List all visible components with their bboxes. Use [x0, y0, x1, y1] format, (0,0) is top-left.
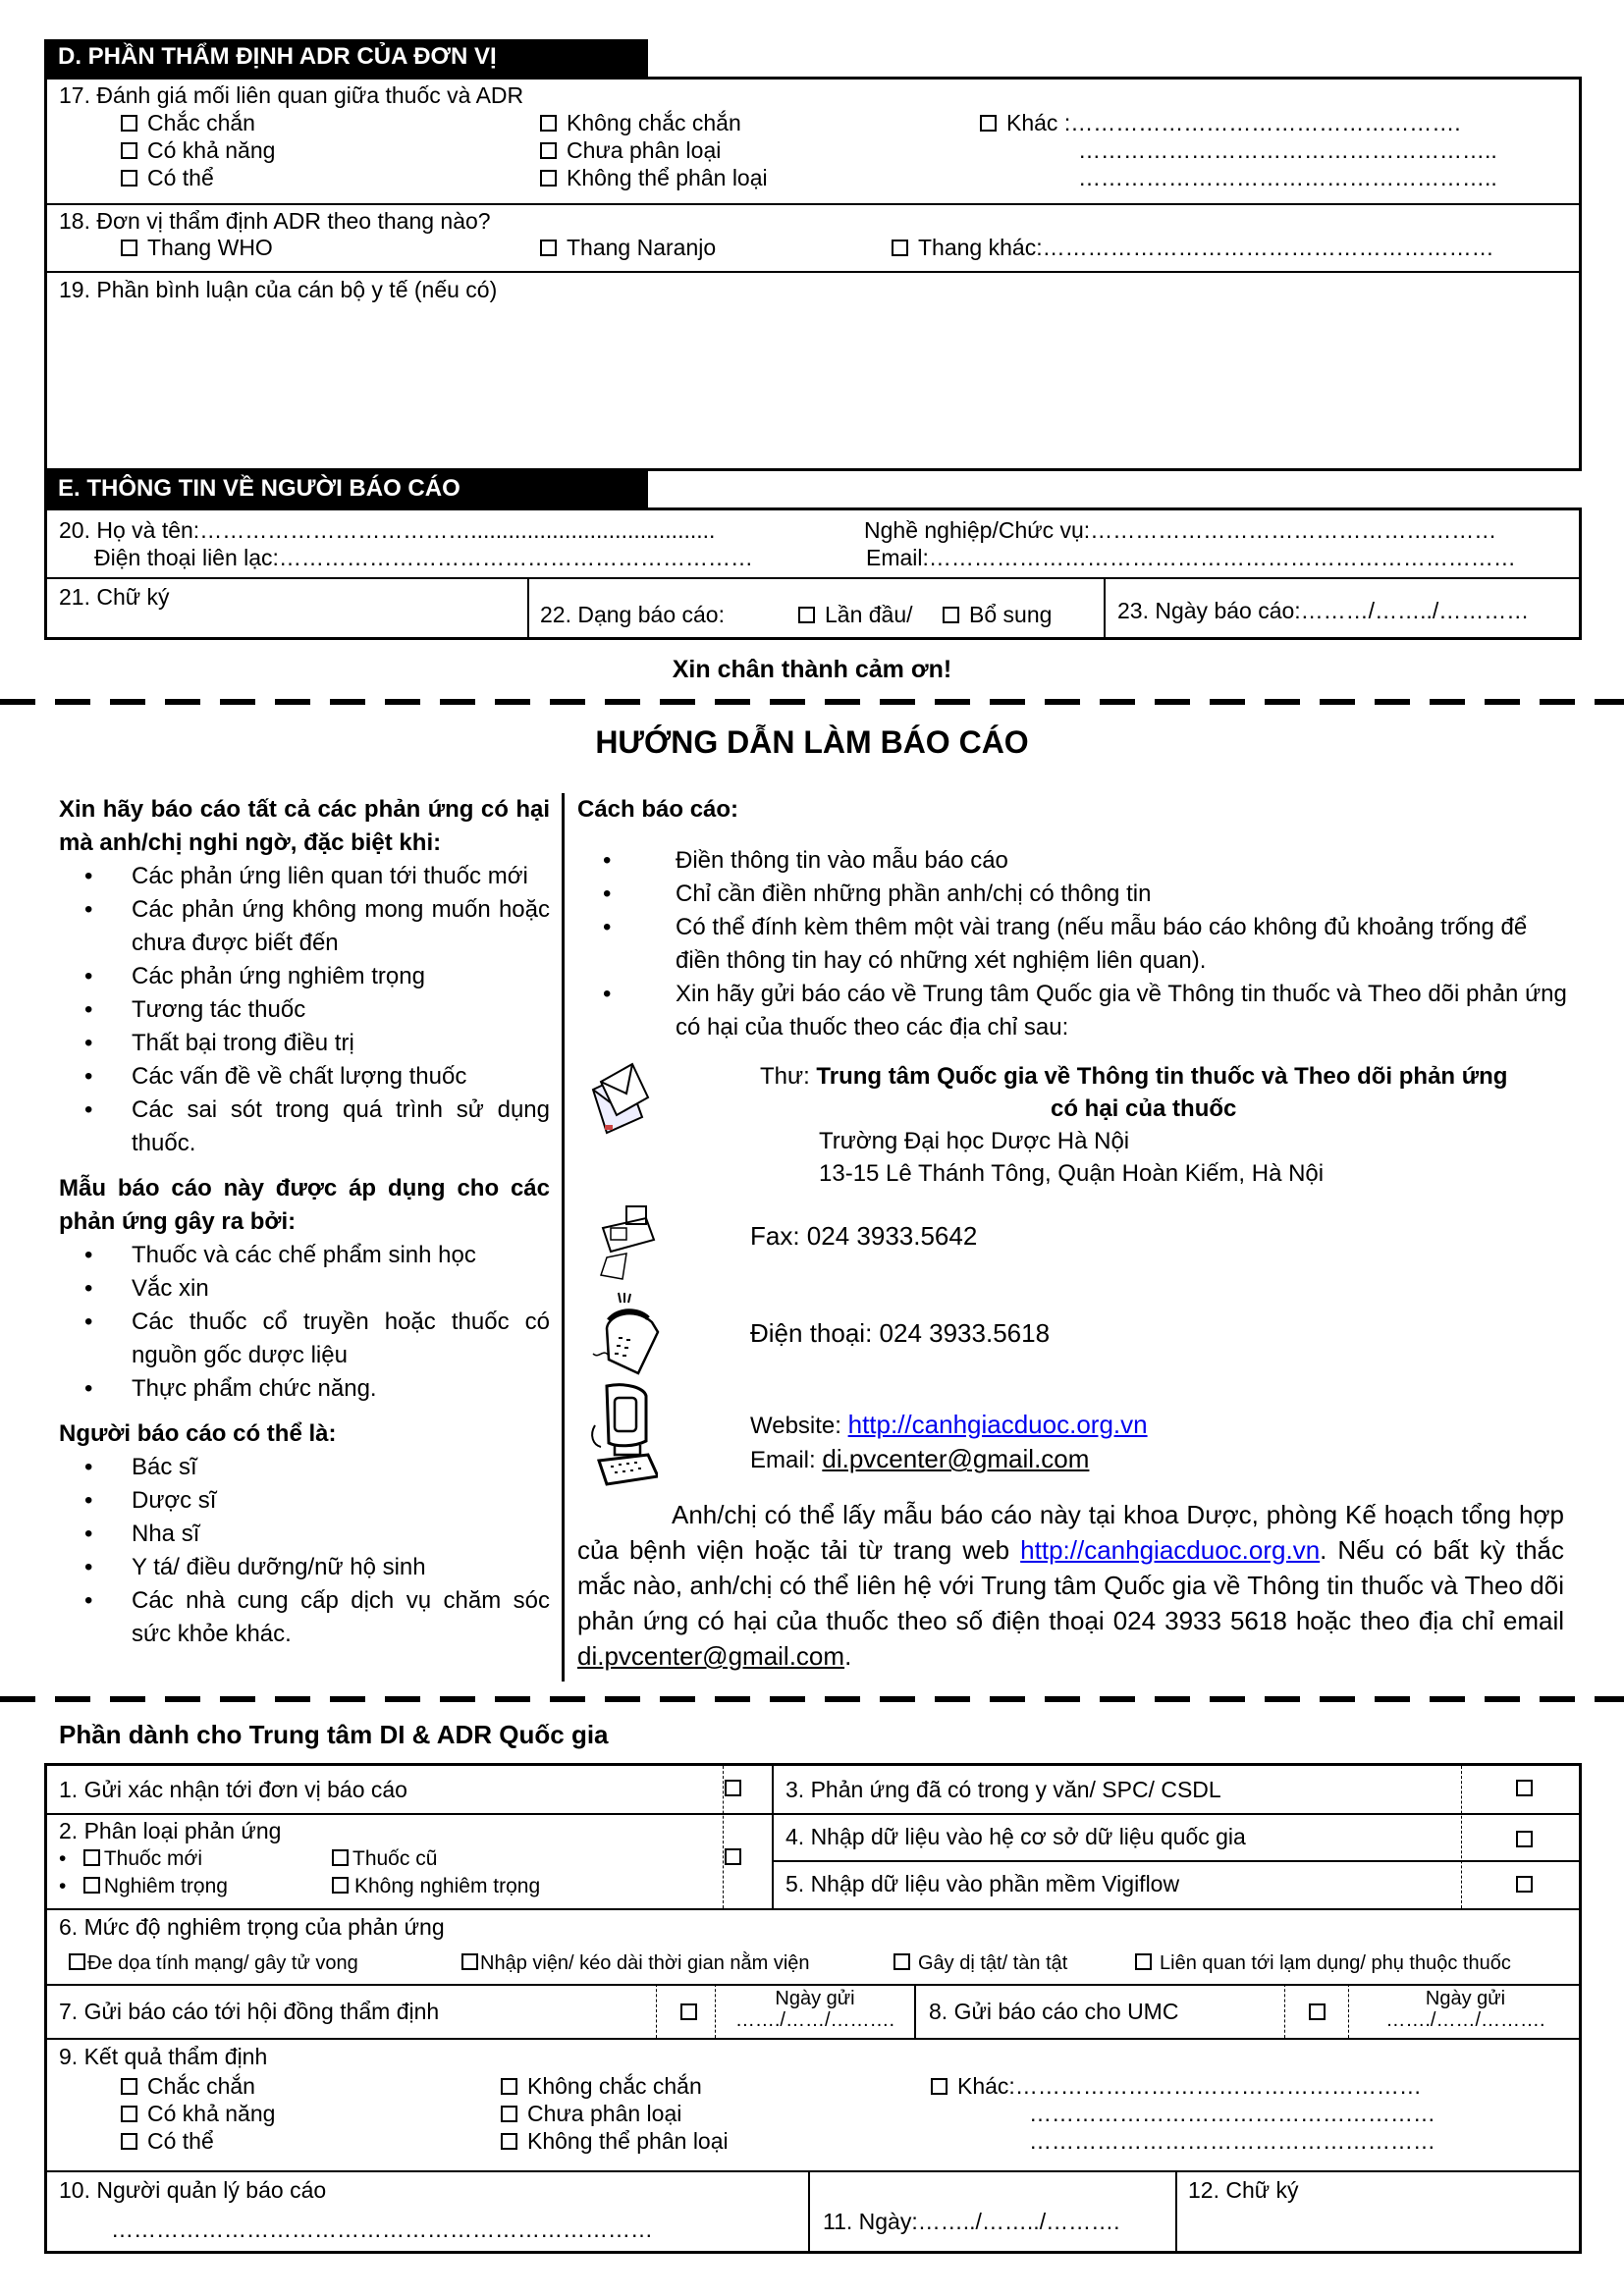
checkbox[interactable]	[540, 240, 557, 256]
list-item: • Thuốc và các chế phẩm sinh học	[59, 1239, 550, 1272]
section-e-header	[44, 471, 648, 507]
list-how	[577, 844, 1569, 1044]
reporter-email-field[interactable]: Email:……………………………………………………………………	[866, 545, 1516, 570]
section-e-box	[44, 507, 1582, 640]
q17-option-unclassified[interactable]: Chưa phân loại	[540, 136, 721, 164]
checkbox[interactable]	[540, 170, 557, 187]
row10-manager-field[interactable]: ………………………………………………………………	[111, 2216, 653, 2242]
cut-line	[0, 1696, 1624, 1702]
guide-title: HƯỚNG DẪN LÀM BÁO CÁO	[595, 724, 1029, 760]
checkbox[interactable]	[332, 1877, 349, 1894]
checkbox[interactable]	[121, 2078, 137, 2095]
checkbox[interactable]	[931, 2078, 947, 2095]
row3-checkbox[interactable]	[1516, 1780, 1533, 1796]
q18-label: 18. Đơn vị thẩm định ADR theo thang nào?	[59, 208, 491, 234]
q17-other-line[interactable]: ………………………………………………..	[1078, 137, 1497, 163]
row8-checkbox[interactable]	[1309, 2003, 1326, 2020]
list-item: • Các phản ứng không mong muốn hoặc chưa được biết đến	[59, 893, 550, 960]
checkbox[interactable]	[893, 1953, 910, 1970]
computer-icon	[587, 1382, 658, 1492]
row6-option-disability[interactable]: Gây dị tật/ tàn tật	[893, 1950, 1067, 1976]
list-item: • Chỉ cần điền những phần anh/chị có thông tin	[577, 878, 1569, 911]
contact-paragraph: Anh/chị có thể lấy mẫu báo cáo này tại khoa Dược, phòng Kế hoạch tổng hợp của bệnh viện hoặc tải từ trang web http://canhgiacduoc.org.vn. Nếu có bất kỳ thắc mắc nào, anh/chị có thể liên hệ với Trung tâm Quốc gia về Thông tin thuốc và Theo dõi phản ứng có hại của thuốc theo số điện thoại 024 3933 5618 hoặc theo địa chỉ email di.pvcenter@gmail.com.	[577, 1500, 1564, 1671]
list-item: • Các sai sót trong quá trình sử dụng thuốc.	[59, 1094, 550, 1160]
list-item: • Dược sĩ	[59, 1484, 550, 1518]
q17-option-possible[interactable]: Có thể	[121, 164, 214, 191]
list-item: • Các vấn đề về chất lượng thuốc	[59, 1060, 550, 1094]
checkbox[interactable]	[892, 240, 908, 256]
checkbox[interactable]	[121, 2106, 137, 2122]
report-type-label: 22. Dạng báo cáo:	[540, 602, 725, 627]
list-reporters	[59, 1451, 550, 1651]
thanks-text: Xin chân thành cảm ơn!	[672, 656, 952, 683]
row9-label: 9. Kết quả thẩm định	[59, 2044, 268, 2069]
mail-addr-2: 13-15 Lê Thánh Tông, Quận Hoàn Kiếm, Hà Nội	[819, 1160, 1325, 1187]
list-item: • Các phản ứng nghiêm trọng	[59, 960, 550, 993]
checkbox[interactable]	[501, 2133, 517, 2150]
row2-label: 2. Phân loại phản ứng	[59, 1818, 282, 1843]
row5-label: 5. Nhập dữ liệu vào phần mềm Vigiflow	[785, 1871, 1180, 1896]
q17-option-probable[interactable]: Có khả năng	[121, 136, 275, 164]
checkbox[interactable]	[501, 2078, 517, 2095]
row9-option-certain[interactable]: Chắc chắn	[121, 2072, 255, 2100]
guide-heading-reporters: Người báo cáo có thể là:	[59, 1420, 337, 1447]
row6-label: 6. Mức độ nghiêm trọng của phản ứng	[59, 1914, 445, 1940]
checkbox[interactable]	[943, 607, 959, 623]
row6-option-hospitalization[interactable]: Nhập viện/ kéo dài thời gian nằm viện	[461, 1950, 810, 1976]
column-divider	[562, 793, 565, 1682]
list-item: • Tương tác thuốc	[59, 993, 550, 1027]
row3-label: 3. Phản ứng đã có trong y văn/ SPC/ CSDL	[785, 1777, 1221, 1802]
q17-option-other[interactable]: Khác :…………………………………………….	[980, 109, 1461, 136]
checkbox[interactable]	[83, 1849, 100, 1866]
report-type-followup[interactable]: Bổ sung	[943, 601, 1052, 628]
q17-other-line[interactable]: ………………………………………………..	[1078, 165, 1497, 190]
email-link[interactable]: di.pvcenter@gmail.com	[822, 1444, 1090, 1473]
row7-label: 7. Gửi báo cáo tới hội đồng thẩm định	[59, 1999, 440, 2024]
telephone-icon	[589, 1291, 660, 1379]
cut-line	[0, 699, 1624, 705]
list-item: • Y tá/ điều dưỡng/nữ hộ sinh	[59, 1551, 550, 1584]
mail-org-cont: có hại của thuốc	[1051, 1095, 1237, 1122]
signature-label: 21. Chữ ký	[59, 584, 170, 610]
list-item: • Xin hãy gửi báo cáo về Trung tâm Quốc gia về Thông tin thuốc và Theo dõi phản ứng có hại của thuốc theo các địa chỉ sau:	[577, 978, 1569, 1044]
email-line: Email: di.pvcenter@gmail.com	[750, 1444, 1090, 1473]
row2-option-nonserious[interactable]: Không nghiêm trọng	[332, 1874, 540, 1899]
reporter-job-field[interactable]: Nghề nghiệp/Chức vụ:………………………………………………	[864, 517, 1497, 543]
checkbox[interactable]	[83, 1877, 100, 1894]
row1-checkbox[interactable]	[725, 1780, 741, 1796]
row4-label: 4. Nhập dữ liệu vào hệ cơ sở dữ liệu quốc gia	[785, 1824, 1246, 1849]
list-when	[59, 860, 550, 1160]
row9-option-unclassified[interactable]: Chưa phân loại	[501, 2100, 681, 2127]
row4-checkbox[interactable]	[1516, 1831, 1533, 1847]
row10-label: 10. Người quản lý báo cáo	[59, 2177, 327, 2203]
website-line: Website: http://canhgiacduoc.org.vn	[750, 1410, 1148, 1439]
checkbox[interactable]	[121, 170, 137, 187]
checkbox[interactable]	[798, 607, 815, 623]
row9-option-other[interactable]: Khác:………………………………………………	[931, 2072, 1422, 2100]
row9-option-unlikely[interactable]: Không chắc chắn	[501, 2072, 702, 2100]
checkbox[interactable]	[461, 1953, 478, 1970]
mail-address-line: Thư: Trung tâm Quốc gia về Thông tin thuốc và Theo dõi phản ứng	[760, 1063, 1508, 1090]
fax-icon	[597, 1202, 658, 1281]
report-date-field[interactable]: 23. Ngày báo cáo:………/……../…………	[1117, 598, 1530, 623]
list-item: • Thất bại trong điều trị	[59, 1027, 550, 1060]
email-link-inline[interactable]: di.pvcenter@gmail.com	[577, 1641, 845, 1671]
row7-checkbox[interactable]	[680, 2003, 697, 2020]
list-applies	[59, 1239, 550, 1406]
mail-org: Trung tâm Quốc gia về Thông tin thuốc và Theo dõi phản ứng	[816, 1063, 1508, 1090]
mail-addr-1: Trường Đại học Dược Hà Nội	[819, 1128, 1130, 1154]
list-item: • Điền thông tin vào mẫu báo cáo	[577, 844, 1569, 878]
checkbox[interactable]	[332, 1849, 349, 1866]
row9-other-line[interactable]: ………………………………………………	[1029, 2128, 1435, 2154]
list-item: • Bác sĩ	[59, 1451, 550, 1484]
checkbox[interactable]	[121, 240, 137, 256]
checkbox[interactable]	[540, 115, 557, 132]
row2-option-new[interactable]: • Thuốc mới	[59, 1847, 202, 1870]
q17-option-unlikely[interactable]: Không chắc chắn	[540, 109, 741, 136]
list-item: • Nha sĩ	[59, 1518, 550, 1551]
q18-option-other[interactable]: Thang khác:……………………………………………………	[892, 234, 1494, 261]
row1-label: 1. Gửi xác nhận tới đơn vị báo cáo	[59, 1777, 407, 1802]
list-item: • Các thuốc cổ truyền hoặc thuốc có nguồn gốc dược liệu	[59, 1306, 550, 1372]
row7-sent-date[interactable]: Ngày gửi ……./……/……….	[734, 1988, 895, 2031]
checkbox[interactable]	[121, 142, 137, 159]
section-e-title: E. THÔNG TIN VỀ NGƯỜI BÁO CÁO	[58, 475, 460, 502]
q17-option-unclassifiable[interactable]: Không thể phân loại	[540, 164, 768, 191]
row12-signature-label: 12. Chữ ký	[1188, 2177, 1299, 2203]
checkbox[interactable]	[69, 1953, 85, 1970]
row9-other-line[interactable]: ………………………………………………	[1029, 2101, 1435, 2126]
website-link-inline[interactable]: http://canhgiacduoc.org.vn	[1020, 1535, 1321, 1565]
list-item: • Có thể đính kèm thêm một vài trang (nếu mẫu báo cáo không đủ khoảng trống để điền thông tin hay có những xét nghiệm liên quan).	[577, 911, 1569, 978]
row9-option-unclassifiable[interactable]: Không thể phân loại	[501, 2127, 729, 2155]
reporter-name-field[interactable]: 20. Họ và tên:……………………………….......................................	[59, 517, 716, 543]
guide-heading-when: Xin hãy báo cáo tất cả các phản ứng có hại mà anh/chị nghi ngờ, đặc biệt khi:	[59, 796, 550, 856]
center-table	[44, 1763, 1582, 2254]
q19-comment-area[interactable]	[55, 307, 1567, 464]
fax-number: Fax: 024 3933.5642	[750, 1221, 978, 1251]
row9-option-possible[interactable]: Có thể	[121, 2127, 214, 2155]
q18-option-naranjo[interactable]: Thang Naranjo	[540, 234, 716, 261]
section-d-header	[44, 39, 648, 77]
row5-checkbox[interactable]	[1516, 1876, 1533, 1893]
row11-date-field[interactable]: 11. Ngày:……../……../……….	[823, 2209, 1120, 2234]
q18-option-who[interactable]: Thang WHO	[121, 234, 273, 261]
row2-option-serious[interactable]: • Nghiêm trọng	[59, 1875, 228, 1897]
section-d-title: D. PHẦN THẨM ĐỊNH ADR CỦA ĐƠN VỊ	[58, 43, 497, 70]
row8-sent-date[interactable]: Ngày gửi ……./……/……….	[1385, 1988, 1545, 2031]
guide-heading-how: Cách báo cáo:	[577, 796, 739, 823]
website-link[interactable]: http://canhgiacduoc.org.vn	[847, 1410, 1148, 1439]
checkbox[interactable]	[540, 142, 557, 159]
checkbox[interactable]	[121, 2133, 137, 2150]
q17-label: 17. Đánh giá mối liên quan giữa thuốc và ADR	[59, 82, 524, 108]
checkbox[interactable]	[121, 115, 137, 132]
list-item: • Vắc xin	[59, 1272, 550, 1306]
envelope-icon	[587, 1060, 652, 1139]
guide-left-column	[59, 793, 550, 1651]
checkbox[interactable]	[501, 2106, 517, 2122]
report-type-initial[interactable]: Lần đầu/	[798, 601, 913, 628]
row2-option-old[interactable]: Thuốc cũ	[332, 1846, 437, 1872]
q19-label: 19. Phần bình luận của cán bộ y tế (nếu có)	[59, 277, 498, 302]
row2-checkbox[interactable]	[725, 1848, 741, 1865]
list-item: • Các nhà cung cấp dịch vụ chăm sóc sức khỏe khác.	[59, 1584, 550, 1651]
center-section-title: Phần dành cho Trung tâm DI & ADR Quốc gia	[59, 1720, 609, 1749]
guide-right-column	[577, 793, 1569, 1044]
checkbox[interactable]	[980, 115, 997, 132]
guide-heading-applies: Mẫu báo cáo này được áp dụng cho các phản ứng gây ra bởi:	[59, 1175, 550, 1235]
q17-option-certain[interactable]: Chắc chắn	[121, 109, 255, 136]
reporter-phone-field[interactable]: Điện thoại liên lạc:………………………………………………………	[94, 545, 753, 570]
row8-label: 8. Gửi báo cáo cho UMC	[929, 1999, 1179, 2024]
row6-option-life-threatening[interactable]: Đe dọa tính mạng/ gây tử vong	[69, 1950, 358, 1976]
checkbox[interactable]	[1135, 1953, 1152, 1970]
row6-option-abuse[interactable]: Liên quan tới lạm dụng/ phụ thuộc thuốc	[1135, 1950, 1511, 1976]
list-item: • Thực phẩm chức năng.	[59, 1372, 550, 1406]
section-d-box	[44, 77, 1582, 471]
row9-option-probable[interactable]: Có khả năng	[121, 2100, 275, 2127]
phone-number: Điện thoại: 024 3933.5618	[750, 1318, 1051, 1348]
list-item: • Các phản ứng liên quan tới thuốc mới	[59, 860, 550, 893]
